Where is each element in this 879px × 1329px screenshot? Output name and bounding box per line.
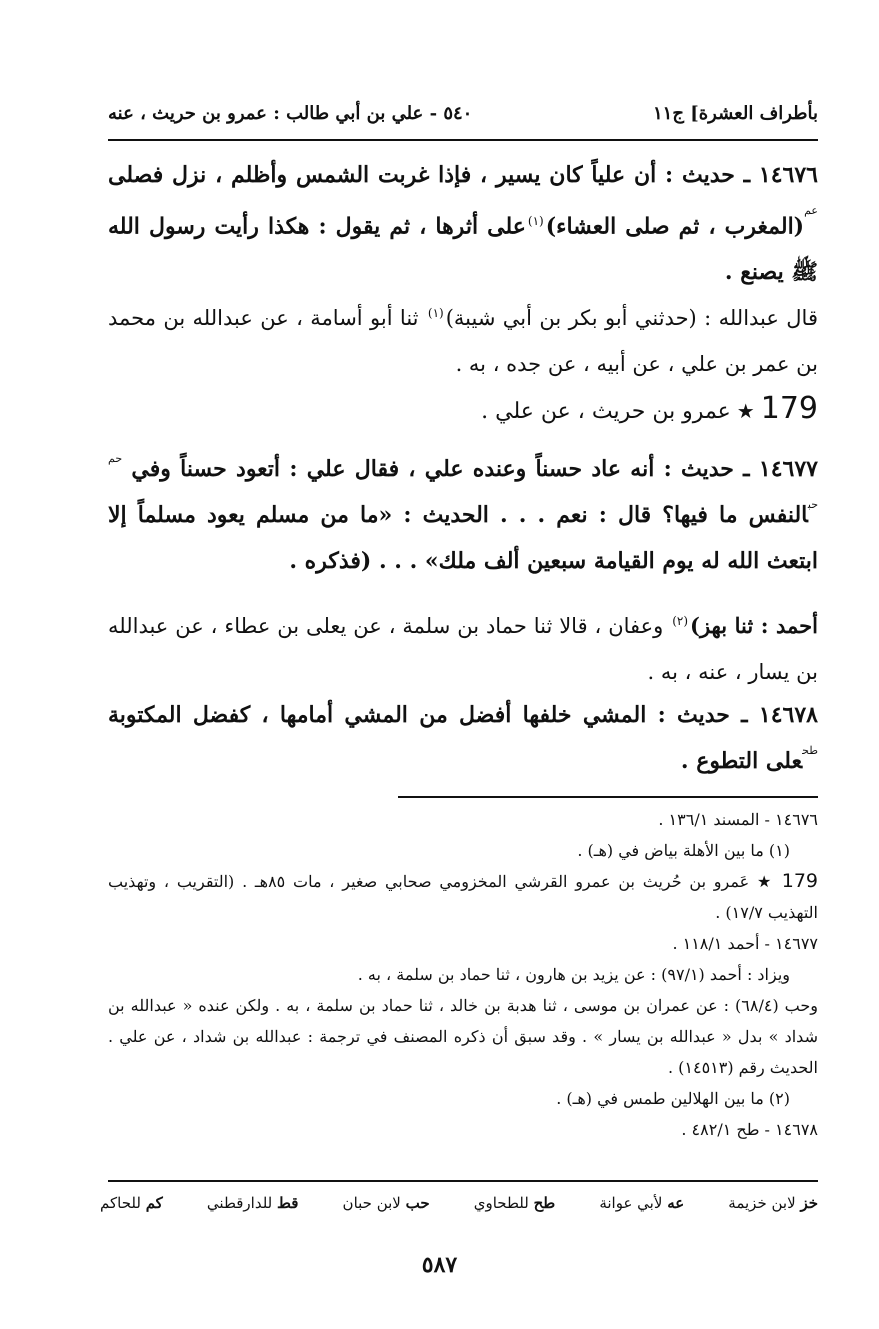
abbreviation: طح للطحاوي [473, 1194, 556, 1212]
footnote: ١٤٦٧٧ - أحمد ١١٨/١ . [672, 934, 818, 953]
isnad-14677 [108, 598, 818, 695]
running-header [108, 96, 818, 130]
footnote: (٢) ما بين الهلالين طمس في (هـ) . [556, 1089, 790, 1108]
star-icon: ★ [736, 399, 755, 423]
hadith-text: ـ حديث : أن علياً كان يسير ، فإذا غربت الشمس وأظلم ، نزل فصلى [108, 162, 759, 188]
header-rule [108, 139, 818, 141]
hadith-number: ١٤٦٧٦ [758, 162, 818, 188]
hadith-14678 [108, 692, 818, 784]
abbreviation: خز لابن خزيمة [728, 1194, 818, 1212]
narrator-heading [108, 386, 818, 435]
footnote-ref: (١) [527, 214, 544, 228]
footnotes [108, 804, 818, 1145]
abbreviation: قط للدارقطني [206, 1194, 299, 1212]
footnote: وحب (٦٨/٤) : عن عمران بن موسى ، ثنا هدبة بن خالد ، ثنا حماد بن سلمة ، به . ولكن عنده « عبدالله بن شداد » بدل « عبدالله بن يسار » . وقد سبق أن ذكره المصنف في ترجمة : عبدالله بن شداد ، عن علي . الحديث رقم (١٤٥١٣) . [108, 996, 819, 1077]
footnote: ١٤٦٧٦ - المسند ١٣٦/١ . [658, 810, 818, 829]
abbreviation: كم للحاكم [100, 1194, 163, 1212]
isnad-text: أحمد : ثنا بهز) [690, 613, 818, 638]
footnote-text: عَمرو بن حُريث بن عمرو القرشي المخزومي صحابي صغير ، مات ٨٥هـ . (التقريب ، وتهذيب التهذيب ١٧/٧) . [108, 872, 818, 922]
source-tag: طح [802, 744, 818, 757]
abbreviation: عه لأبي عوانة [599, 1194, 685, 1212]
abbreviations-key [100, 1194, 818, 1212]
narrator-name: عمرو بن حريث ، عن علي . [481, 399, 731, 424]
footnote-ref: (٢) [672, 614, 689, 628]
hadith-text: (المغرب ، ثم صلى العشاء) [545, 213, 805, 240]
hadith-14676 [108, 152, 818, 295]
footnote: ١٤٦٧٨ - طح ٤٨٢/١ . [681, 1120, 818, 1139]
hadith-text: ـ حديث : المشي خلفها أفضل من المشي أمامها ، كفضل المكتوبة [108, 702, 759, 728]
hadith-number: ١٤٦٧٧ [758, 456, 818, 482]
header-volume: بأطراف العشرة] ج١١ [652, 102, 818, 124]
abbreviation: حب لابن حبان [342, 1194, 430, 1212]
page-number: ٥٨٧ [421, 1252, 458, 1278]
hadith-number: ١٤٦٧٨ [758, 702, 818, 728]
hadith-text: على أثرها ، ثم يقول : هكذا رأيت رسول الله ﷺ يصنع . [108, 213, 818, 286]
hadith-text: ـ حديث : أنه عاد حسناً وعنده علي ، فقال علي : أتعود حسناً وفي [122, 456, 759, 482]
footnote-rule [398, 796, 818, 798]
source-tag: حم حب [108, 452, 818, 511]
abbreviations-rule [108, 1180, 818, 1182]
isnad-text: ثنا أبو أسامة ، عن عبدالله بن محمد بن عمر بن علي ، عن أبيه ، عن جده ، به . [108, 306, 818, 376]
footnote-ref: (١) [427, 306, 444, 320]
source-tag: عم [804, 204, 818, 217]
hadith-14677 [108, 446, 818, 584]
footnote: (١) ما بين الأهلة بياض في (هـ) . [577, 841, 790, 860]
star-icon: ★ [756, 872, 774, 891]
hadith-text: النفس ما فيها؟ قال : نعم . . . الحديث : «ما من مسلم يعود مسلماً إلا ابتعث الله له يوم القيامة سبعين ألف ملك» . . . (فذكره . [108, 502, 818, 574]
footnote [108, 866, 818, 928]
header-chapter: ٥٤٠ - علي بن أبي طالب : عمرو بن حريث ، عنه [108, 102, 473, 124]
isnad-14676 [108, 290, 818, 387]
hadith-text: على التطوع . [680, 748, 803, 774]
narrator-number: 179 [781, 870, 819, 892]
footnote: ويزاد : أحمد (٩٧/١) : عن يزيد بن هارون ، ثنا حماد بن سلمة ، به . [357, 965, 790, 984]
isnad-text: وعفان ، قالا ثنا حماد بن سلمة ، عن يعلى بن عطاء ، عن عبدالله بن يسار ، عنه ، به . [108, 614, 818, 684]
isnad-text: قال عبدالله : (حدثني أبو بكر بن أبي شيبة) [445, 306, 818, 330]
narrator-number: 179 [760, 391, 818, 426]
